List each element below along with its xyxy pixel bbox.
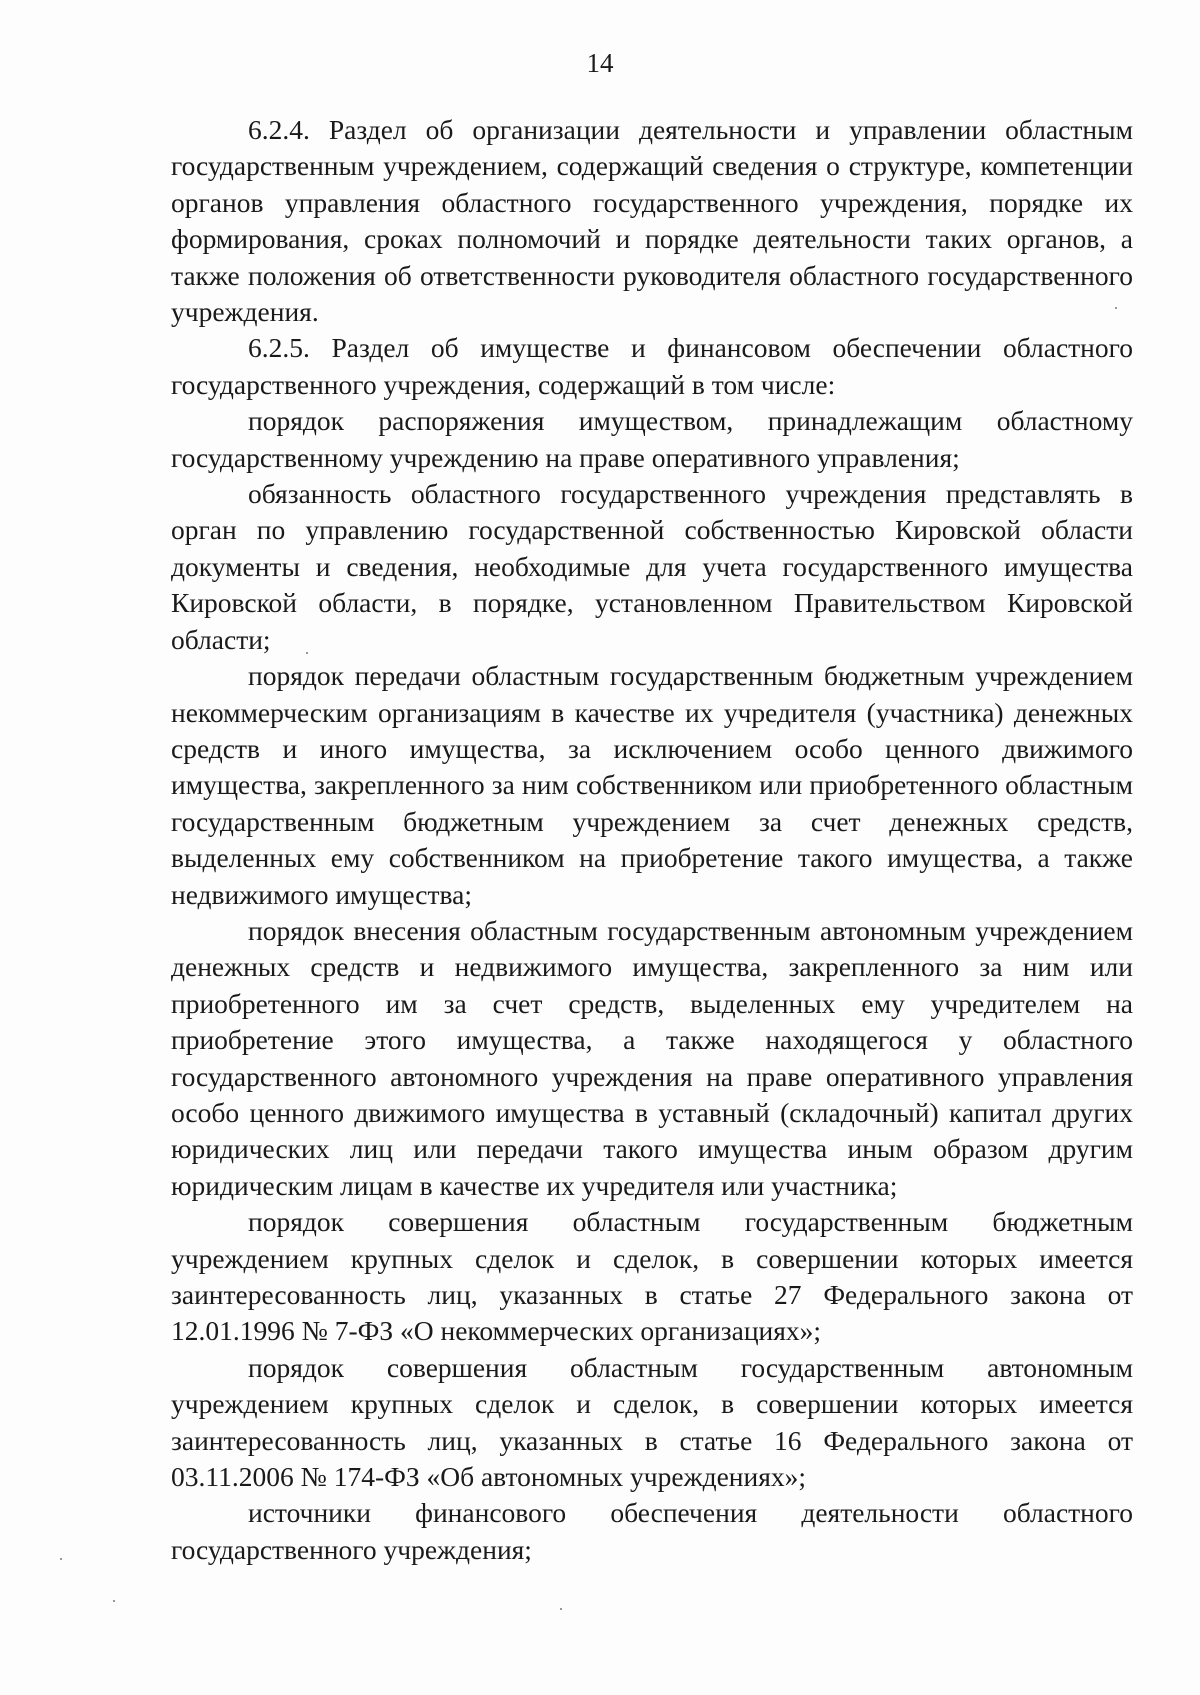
paragraph-autonomous-contribution: порядок внесения областным государственным автономным учреждением денежных средств и недвижимого имущества, закрепленного за ним или приобретенного им за счет средств, выделенных ему учредителем на приобретение этого имущества, а также находящегося у областного государственного автономного учреждения на праве оперативного управления особо ценного движимого имущества в уставный (складочный) капитал других юридических лиц или передачи такого имущества иным образом другим юридическим лицам в качестве их учредителя или участника; bbox=[171, 914, 1133, 1201]
paragraph-budget-transfer: порядок передачи областным государственным бюджетным учреждением некоммерческим организациям в качестве их учредителя (участника) денежных средств и иного имущества, за исключением особо ценного движимого имущества, закрепленного за ним собственником или приобретенного областным государственным бюджетным учреждением за счет денежных средств, выделенных ему собственником на приобретение такого имущества, а также недвижимого имущества; bbox=[171, 660, 1133, 910]
scan-speck bbox=[60, 1558, 62, 1560]
paragraph-budget-deals: порядок совершения областным государственным бюджетным учреждением крупных сделок и сделок, в совершении которых имеется заинтересованность лиц, указанных в статье 27 Федерального закона от 12.01.1996 № 7-ФЗ «О некоммерческих организациях»; bbox=[171, 1206, 1133, 1347]
scan-speck bbox=[1115, 307, 1117, 309]
document-body bbox=[171, 112, 1133, 1568]
scan-speck bbox=[306, 652, 308, 654]
paragraph-6-2-4: 6.2.4. Раздел об организации деятельности и управлении областным государственным учреждением, содержащий сведения о структуре, компетенции органов управления областного государственного учреждения, порядке их формирования, сроках полномочий и порядке деятельности таких органов, а также положения об ответственности руководителя областного государственного учреждения. bbox=[171, 114, 1133, 328]
scan-speck bbox=[560, 1608, 562, 1610]
paragraph-funding-sources: источники финансового обеспечения деятельности областного государственного учреждения; bbox=[171, 1497, 1133, 1565]
paragraph-autonomous-deals: порядок совершения областным государственным автономным учреждением крупных сделок и сделок, в совершении которых имеется заинтересованность лиц, указанных в статье 16 Федерального закона от 03.11.2006 № 174-ФЗ «Об автономных учреждениях»; bbox=[171, 1351, 1133, 1493]
paragraph-reporting-obligation: обязанность областного государственного учреждения представлять в орган по управлению государственной собственностью Кировской области документы и сведения, необходимые для учета государственного имущества Кировской области, в порядке, установленном Правительством Кировской области; bbox=[171, 478, 1133, 655]
page-number: 14 bbox=[586, 48, 614, 78]
scan-speck bbox=[113, 1600, 115, 1602]
paragraph-6-2-5: 6.2.5. Раздел об имуществе и финансовом обеспечении областного государственного учреждения, содержащий в том числе: bbox=[171, 332, 1133, 400]
paragraph-property-disposal: порядок распоряжения имуществом, принадлежащим областному государственному учреждению на праве оперативного управления; bbox=[171, 405, 1133, 473]
